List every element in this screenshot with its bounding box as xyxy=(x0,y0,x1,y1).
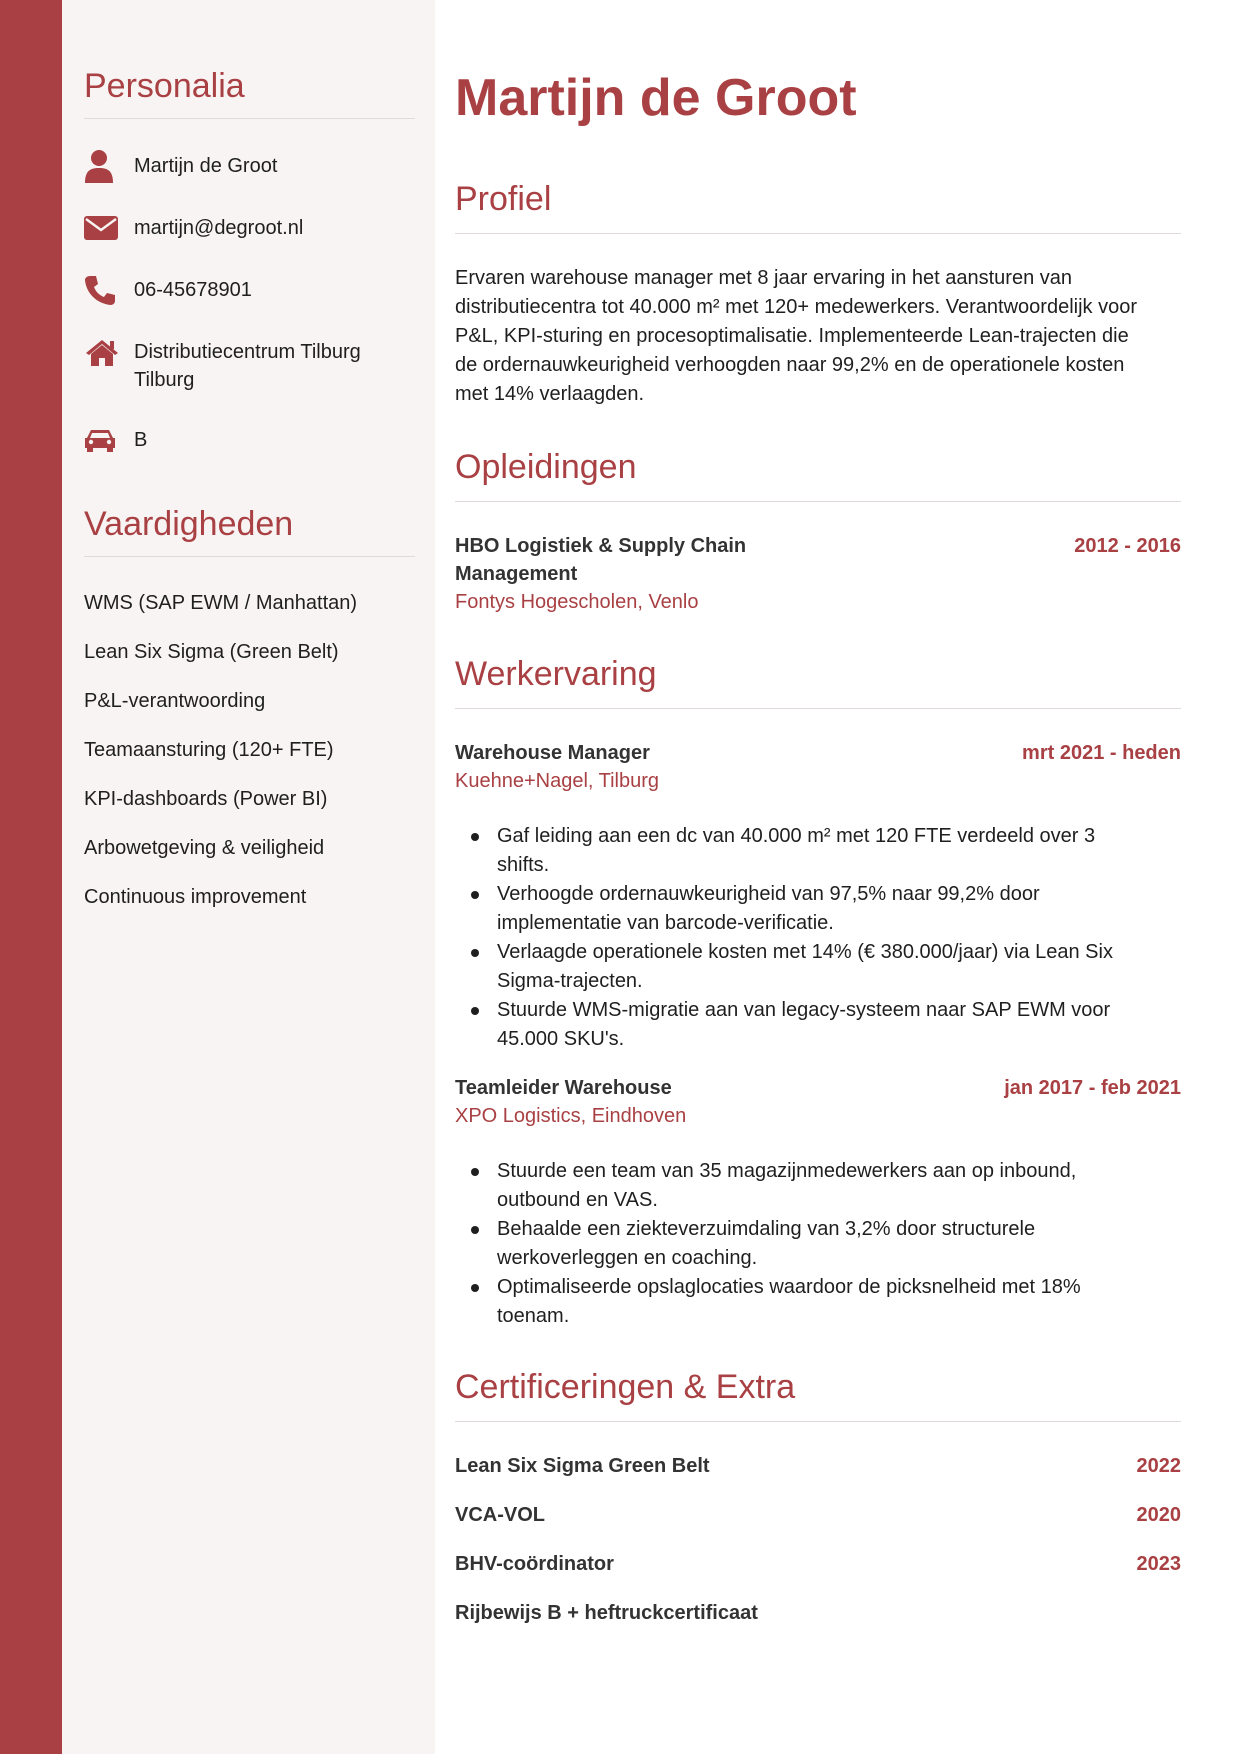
personal-name-row xyxy=(84,152,415,180)
education-title-line: Management xyxy=(455,563,578,585)
bullet-line: Behaalde een ziekteverzuimdaling van 3,2% door structurele xyxy=(497,1218,1036,1240)
bullet-line: Optimaliseerde opslaglocaties waardoor de picksnelheid met 18% xyxy=(497,1276,1081,1298)
personalia-heading: Personalia xyxy=(84,67,245,105)
certifications-heading: Certificeringen & Extra xyxy=(455,1368,796,1406)
home-icon xyxy=(84,338,120,366)
experience-entry xyxy=(455,739,1181,1054)
certification-name: BHV-coördinator xyxy=(455,1552,614,1575)
profile-line: distributiecentra tot 40.000 m² met 120+ medewerkers. Verantwoordelijk voor xyxy=(455,296,1138,318)
personal-address xyxy=(134,338,361,394)
main-content xyxy=(435,0,1241,1754)
bullet-line: Stuurde een team van 35 magazijnmedewerkers aan op inbound, xyxy=(497,1160,1077,1182)
certification-row xyxy=(455,1550,1181,1578)
bullet-line: shifts. xyxy=(497,854,550,876)
bullet-line: implementatie van barcode-verificatie. xyxy=(497,912,834,934)
job-bullet xyxy=(471,996,1181,1054)
skill-item: WMS (SAP EWM / Manhattan) xyxy=(84,592,358,614)
personal-phone-row xyxy=(84,276,415,304)
certification-name: Rijbewijs B + heftruckcertificaat xyxy=(455,1601,758,1624)
education-dates: 2012 - 2016 xyxy=(1074,535,1181,557)
skill-item: Lean Six Sigma (Green Belt) xyxy=(84,641,339,663)
personal-license-row xyxy=(84,426,415,454)
certification-year: 2022 xyxy=(1136,1454,1181,1477)
personal-email-row xyxy=(84,214,415,242)
address-line-2: Tilburg xyxy=(134,369,195,391)
phone-icon xyxy=(84,276,120,304)
job-company: XPO Logistics, Eindhoven xyxy=(455,1105,687,1127)
bullet-line: Sigma-trajecten. xyxy=(497,970,643,992)
bullet-line: outbound en VAS. xyxy=(497,1189,658,1211)
profile-line: de ordernauwkeurigheid verhoogden naar 99,2% en de operationele kosten xyxy=(455,354,1125,376)
skill-item: Continuous improvement xyxy=(84,886,307,908)
job-title: Warehouse Manager xyxy=(455,742,650,764)
education-heading: Opleidingen xyxy=(455,448,637,486)
job-bullet xyxy=(471,1273,1181,1331)
job-bullets xyxy=(455,822,1181,1054)
profile-heading: Profiel xyxy=(455,180,552,218)
education-title xyxy=(455,532,746,588)
job-bullets xyxy=(455,1157,1181,1331)
accent-bar xyxy=(0,0,62,1754)
profile-line: met 14% verlaagden. xyxy=(455,383,645,405)
bullet-line: Gaf leiding aan een dc van 40.000 m² met 120 FTE verdeeld over 3 xyxy=(497,825,1096,847)
job-dates: jan 2017 - feb 2021 xyxy=(1004,1077,1181,1099)
bullet-line: werkoverleggen en coaching. xyxy=(497,1247,758,1269)
bullet-line: toenam. xyxy=(497,1305,570,1327)
certification-year: 2020 xyxy=(1136,1503,1181,1526)
certification-row xyxy=(455,1452,1181,1480)
job-dates: mrt 2021 - heden xyxy=(1022,742,1181,764)
personal-phone[interactable]: 06-45678901 xyxy=(134,279,252,301)
personal-address-row xyxy=(84,338,415,394)
skill-item: Teamaansturing (120+ FTE) xyxy=(84,739,334,761)
profile-line: P&L, KPI-sturing en procesoptimalisatie. Implementeerde Lean-trajecten die xyxy=(455,325,1129,347)
bullet-line: Verlaagde operationele kosten met 14% (€ 380.000/jaar) via Lean Six xyxy=(497,941,1113,963)
personal-email[interactable]: martijn@degroot.nl xyxy=(134,217,304,239)
skills-heading: Vaardigheden xyxy=(84,505,294,543)
address-line-1: Distributiecentrum Tilburg xyxy=(134,341,361,363)
bullet-line: Verhoogde ordernauwkeurigheid van 97,5% naar 99,2% door xyxy=(497,883,1040,905)
experience-entry xyxy=(455,1074,1181,1331)
experience-heading: Werkervaring xyxy=(455,655,657,693)
education-institution: Fontys Hogescholen, Venlo xyxy=(455,591,699,613)
skill-item: Arbowetgeving & veiligheid xyxy=(84,837,325,859)
sidebar xyxy=(62,0,435,1754)
bullet-line: 45.000 SKU's. xyxy=(497,1028,625,1050)
car-icon xyxy=(84,426,120,454)
education-entry xyxy=(455,532,1181,617)
job-title: Teamleider Warehouse xyxy=(455,1077,672,1099)
job-bullet xyxy=(471,1157,1181,1215)
personal-name: Martijn de Groot xyxy=(134,155,278,177)
certification-row xyxy=(455,1501,1181,1529)
certification-year: 2023 xyxy=(1136,1552,1181,1575)
personal-license: B xyxy=(134,429,148,451)
certification-row xyxy=(455,1599,1181,1627)
certification-name: VCA-VOL xyxy=(455,1503,545,1526)
job-bullet xyxy=(471,1215,1181,1273)
bullet-line: Stuurde WMS-migratie aan van legacy-systeem naar SAP EWM voor xyxy=(497,999,1111,1021)
profile-line: Ervaren warehouse manager met 8 jaar ervaring in het aansturen van xyxy=(455,267,1073,289)
job-bullet xyxy=(471,938,1181,996)
certification-name: Lean Six Sigma Green Belt xyxy=(455,1454,710,1477)
job-bullet xyxy=(471,822,1181,880)
user-icon xyxy=(84,152,120,180)
envelope-icon xyxy=(84,214,120,242)
skill-item: KPI-dashboards (Power BI) xyxy=(84,788,328,810)
profile-text xyxy=(455,264,1181,409)
candidate-name: Martijn de Groot xyxy=(455,69,857,127)
job-company: Kuehne+Nagel, Tilburg xyxy=(455,770,660,792)
job-bullet xyxy=(471,880,1181,938)
education-title-line: HBO Logistiek & Supply Chain xyxy=(455,535,747,557)
skill-item: P&L-verantwoording xyxy=(84,690,266,712)
